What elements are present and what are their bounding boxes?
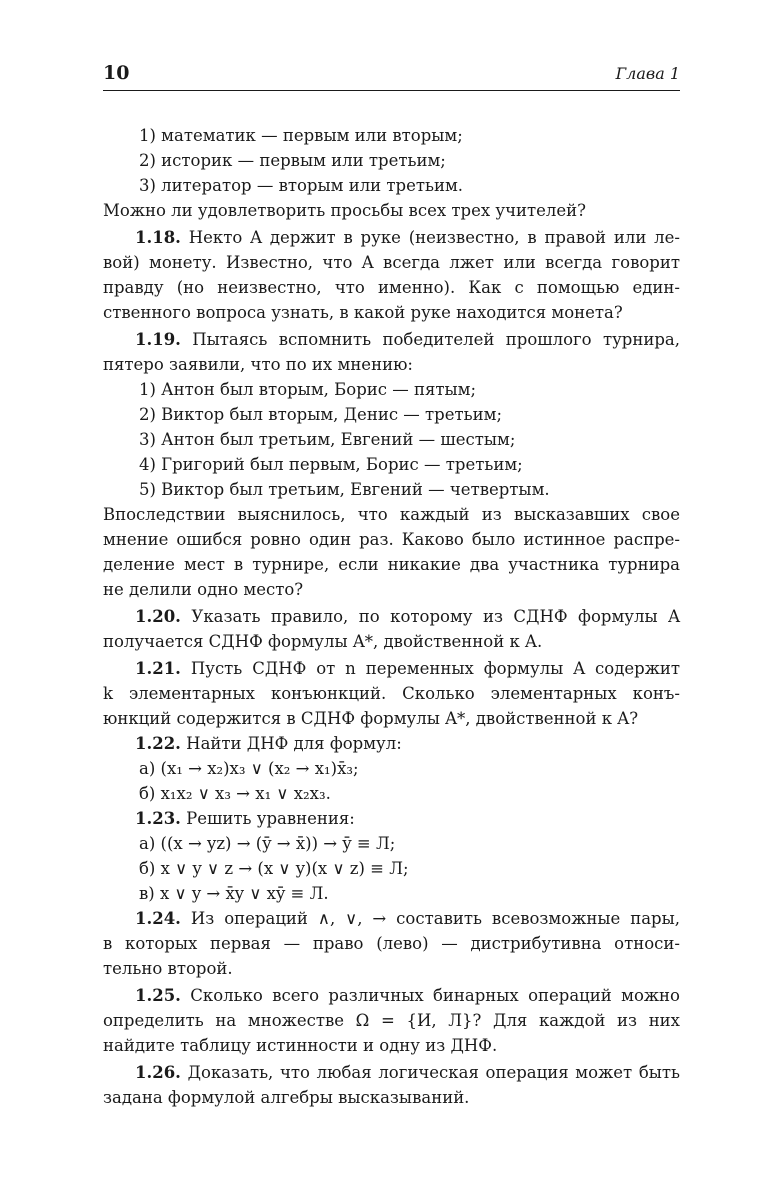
- question-text: Можно ли удовлетворить просьбы всех трех учителей?: [103, 201, 586, 220]
- problem-text: тельно второй.: [103, 959, 233, 978]
- list-item: 4) Григорий был первым, Борис — третьим;: [139, 455, 523, 474]
- problem-number: 1.25.: [135, 986, 181, 1005]
- list-item: 2) Виктор был вторым, Денис — третьим;: [139, 405, 503, 424]
- problem-1-24-line: [103, 906, 680, 931]
- problem-text: Из операций ∧, ∨, → составить всевозможные пары,: [180, 909, 680, 928]
- formula: б) x ∨ y ∨ z → (x ∨ y)(x ∨ z) ≡ Л;: [139, 859, 409, 878]
- problem-number: 1.18.: [135, 228, 181, 247]
- problem-number: 1.26.: [135, 1063, 181, 1082]
- problem-text: ственного вопроса узнать, в какой руке находится монета?: [103, 303, 623, 322]
- problem-1-21-line: [103, 656, 680, 681]
- problem-number: 1.24.: [135, 909, 181, 928]
- problem-text: юнкций содержится в СДНФ формулы A*, двойственной к A?: [103, 709, 639, 728]
- problem-text: k элементарных конъюнкций. Сколько элементарных конъ-: [103, 684, 680, 703]
- problem-text: пятеро заявили, что по их мнению:: [103, 355, 413, 374]
- problem-text: Пытаясь вспомнить победителей прошлого турнира,: [180, 330, 680, 349]
- problem-text: Доказать, что любая логическая операция может быть: [180, 1063, 680, 1082]
- problem-text: вой) монету. Известно, что A всегда лжет или всегда говорит: [103, 253, 680, 272]
- problem-text: мнение ошибся ровно один раз. Каково было истинное распре-: [103, 530, 680, 549]
- problem-text: Найти ДНФ для формул:: [180, 734, 402, 753]
- book-page: [103, 60, 680, 1110]
- problem-1-23-line: [103, 806, 680, 831]
- formula: а) ((x → yz) → (ȳ → x̄)) → ȳ ≡ Л;: [139, 834, 396, 853]
- problem-text: Пусть СДНФ от n переменных формулы A содержит: [180, 659, 680, 678]
- list-item: 1) математик — первым или вторым;: [139, 126, 463, 145]
- list-item: 2) историк — первым или третьим;: [139, 151, 446, 170]
- list-item: 3) Антон был третьим, Евгений — шестым;: [139, 430, 516, 449]
- problem-text: Впоследствии выяснилось, что каждый из высказавших свое: [103, 505, 680, 524]
- problem-text: задана формулой алгебры высказываний.: [103, 1088, 470, 1107]
- formula: в) x ∨ y → x̄y ∨ xȳ ≡ Л.: [139, 884, 329, 903]
- problem-1-22-line: [103, 731, 680, 756]
- problem-1-19-line: [103, 327, 680, 352]
- problem-1-20-line: [103, 604, 680, 629]
- chapter-title: Глава 1: [615, 64, 680, 83]
- problem-text: Сколько всего различных бинарных операций можно: [180, 986, 680, 1005]
- page-content: [103, 123, 680, 1110]
- problem-text: Некто A держит в руке (неизвестно, в правой или ле-: [180, 228, 680, 247]
- problem-1-25-line: [103, 983, 680, 1008]
- problem-text: деление мест в турнире, если никакие два участника турнира: [103, 555, 680, 574]
- problem-1-26-line: [103, 1060, 680, 1085]
- problem-text: Решить уравнения:: [180, 809, 355, 828]
- list-item: 3) литератор — вторым или третьим.: [139, 176, 464, 195]
- list-item: 5) Виктор был третьим, Евгений — четвертым.: [139, 480, 550, 499]
- problem-text: Указать правило, по которому из СДНФ формулы A: [180, 607, 680, 626]
- problem-number: 1.21.: [135, 659, 181, 678]
- problem-text: получается СДНФ формулы A*, двойственной к A.: [103, 632, 543, 651]
- problem-text: определить на множестве Ω = {И, Л}? Для каждой из них: [103, 1011, 680, 1030]
- problem-text: не делили одно место?: [103, 580, 304, 599]
- problem-1-18-line: [103, 225, 680, 250]
- problem-text: найдите таблицу истинности и одну из ДНФ.: [103, 1036, 498, 1055]
- problem-number: 1.22.: [135, 734, 181, 753]
- problem-text: в которых первая — право (лево) — дистрибутивна относи-: [103, 934, 680, 953]
- page-number: 10: [103, 62, 130, 84]
- problem-text: правду (но неизвестно, что именно). Как с помощью един-: [103, 278, 680, 297]
- formula: а) (x₁ → x₂)x₃ ∨ (x₂ → x₁)x̄₃;: [139, 759, 359, 778]
- problem-number: 1.20.: [135, 607, 181, 626]
- problem-number: 1.23.: [135, 809, 181, 828]
- page-header: [103, 60, 680, 91]
- problem-number: 1.19.: [135, 330, 181, 349]
- list-item: 1) Антон был вторым, Борис — пятым;: [139, 380, 477, 399]
- formula: б) x₁x₂ ∨ x₃ → x₁ ∨ x₂x₃.: [139, 784, 331, 803]
